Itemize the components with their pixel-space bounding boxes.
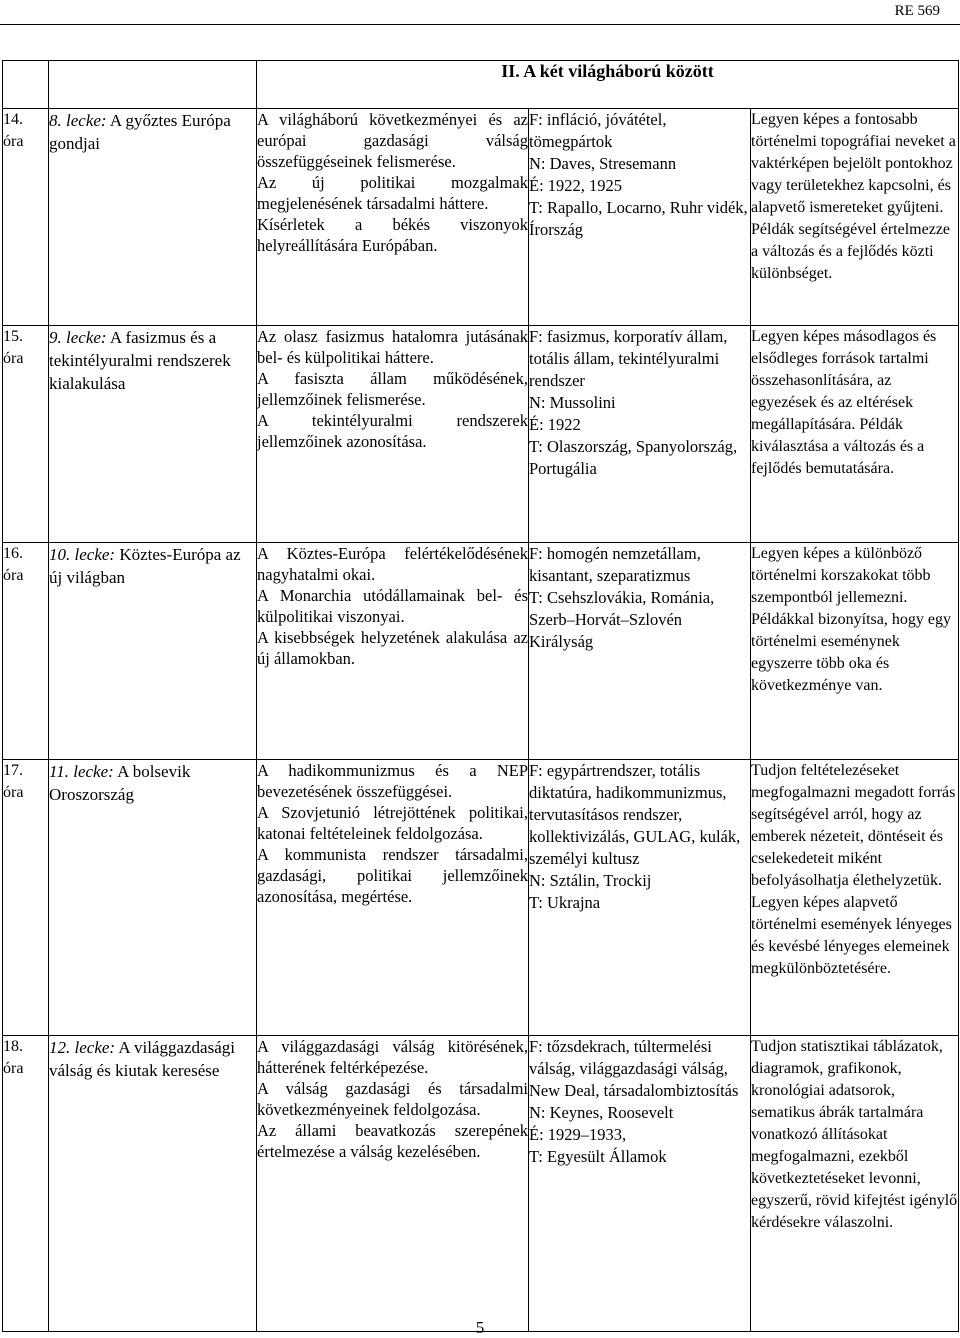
skills-text: Tudjon feltételezéseket megfogalmazni megadott forrás segítségével arról, hogy az emberek nézeteit, döntéseit és cselekedeteit miként befolyásolhatja élethelyzetük. Legyen képes alapvető történelmi események lényeges és kevésbé lényeges elemeinek megkülönböztetésére. xyxy=(751,762,956,977)
concepts-cell xyxy=(529,760,751,1036)
concepts-cell xyxy=(529,109,751,326)
concept-line: N: Daves, Stresemann xyxy=(529,154,677,173)
page-number: 5 xyxy=(475,1318,485,1337)
header-blank-cell xyxy=(49,61,257,109)
concept-line: N: Sztálin, Trockij xyxy=(529,871,652,890)
concept-line: T: Rapallo, Locarno, Ruhr vidék, Írország xyxy=(529,198,748,239)
lesson-number: 10. lecke: xyxy=(49,545,116,564)
table-row xyxy=(3,109,959,326)
hour-cell xyxy=(3,109,49,326)
lesson-number: 8. lecke: xyxy=(49,111,107,130)
concept-line: É: 1922, 1925 xyxy=(529,176,623,195)
skills-cell xyxy=(751,760,959,1036)
hour-label: óra xyxy=(3,133,24,150)
concept-line: É: 1929–1933, xyxy=(529,1125,627,1144)
hour-cell xyxy=(3,760,49,1036)
skills-text: Legyen képes a különböző történelmi korszakokat több szempontból jellemezni. Példákkal bizonyítsa, hogy egy történelmi eseménynek egyszerre több oka és következménye van. xyxy=(751,545,951,694)
skills-text: Legyen képes a fontosabb történelmi topográfiai neveket a vaktérképen bejelölt pontokhoz vagy területekhez kapcsolni, és alapvető ismereteket gyűjteni. Példák segítségével értelmezze a változás és a fejlődés közti különbséget. xyxy=(751,111,956,282)
hour-label: óra xyxy=(3,567,24,584)
table-row xyxy=(3,326,959,543)
lesson-cell xyxy=(49,543,257,760)
lesson-number: 12. lecke: xyxy=(49,1038,116,1057)
lesson-cell xyxy=(49,326,257,543)
goal-item: A kommunista rendszer társadalmi, gazdasági, politikai jellemzőinek azonosítása, megértése. xyxy=(257,845,528,906)
lesson-title: A világgazdasági válság és kiutak keresése xyxy=(49,1038,235,1080)
lesson-number: 11. lecke: xyxy=(49,762,114,781)
hour-label: óra xyxy=(3,1060,24,1077)
hour-number: 16. xyxy=(3,545,23,562)
concept-line: F: infláció, jóvátétel, tömegpártok xyxy=(529,110,667,151)
lesson-title: A fasizmus és a tekintélyuralmi rendszerek kialakulása xyxy=(49,328,231,393)
lesson-cell xyxy=(49,760,257,1036)
skills-cell xyxy=(751,109,959,326)
hour-cell xyxy=(3,543,49,760)
curriculum-table xyxy=(2,60,959,1332)
goals-cell xyxy=(257,326,529,543)
concepts-cell xyxy=(529,326,751,543)
hour-label: óra xyxy=(3,350,24,367)
concept-line: T: Olaszország, Spanyolország, Portugália xyxy=(529,437,738,478)
concept-line: N: Keynes, Roosevelt xyxy=(529,1103,674,1122)
goal-item: A tekintélyuralmi rendszerek jellemzőinek azonosítása. xyxy=(257,411,528,451)
goal-item: A világháború következményei és az európai gazdasági válság összefüggéseinek felismerése. xyxy=(257,110,528,171)
hour-number: 15. xyxy=(3,328,23,345)
concept-line: F: tőzsdekrach, túltermelési válság, világgazdasági válság, New Deal, társadalombiztosítás xyxy=(529,1037,739,1100)
goal-item: A fasiszta állam működésének, jellemzőinek felismerése. xyxy=(257,369,528,409)
hour-cell xyxy=(3,1036,49,1332)
goal-item: Az állami beavatkozás szerepének értelmezése a válság kezelésében. xyxy=(257,1121,528,1161)
goal-item: Kísérletek a békés viszonyok helyreállítására Európában. xyxy=(257,215,528,255)
concept-line: T: Ukrajna xyxy=(529,893,601,912)
goal-item: A Monarchia utódállamainak bel- és külpolitikai viszonyai. xyxy=(257,586,528,626)
goal-item: Az olasz fasizmus hatalomra jutásának bel- és külpolitikai háttere. xyxy=(257,327,528,367)
skills-cell xyxy=(751,1036,959,1332)
document-code: RE 569 xyxy=(894,3,940,19)
lesson-cell xyxy=(49,109,257,326)
hour-number: 14. xyxy=(3,111,23,128)
skills-text: Legyen képes másodlagos és elsődleges források tartalmi összehasonlítására, az egyezések és az eltérések megállapítására. Példák kiválasztása a változás és a fejlődés bemutatására. xyxy=(751,328,937,477)
lesson-title: A bolsevik Oroszország xyxy=(49,762,191,804)
header-rule xyxy=(0,24,960,25)
concept-line: F: homogén nemzetállam, kisantant, szeparatizmus xyxy=(529,544,701,585)
goal-item: A Szovjetunió létrejöttének politikai, katonai feltételeinek feldolgozása. xyxy=(257,803,528,843)
skills-cell xyxy=(751,326,959,543)
concepts-cell xyxy=(529,1036,751,1332)
concept-line: T: Csehszlovákia, Románia, Szerb–Horvát–Szlovén Királyság xyxy=(529,588,715,651)
table-row xyxy=(3,760,959,1036)
goal-item: A Köztes-Európa felértékelődésének nagyhatalmi okai. xyxy=(257,544,528,584)
table-row xyxy=(3,543,959,760)
hour-cell xyxy=(3,326,49,543)
goal-item: Az új politikai mozgalmak megjelenésének társadalmi háttere. xyxy=(257,173,528,213)
goal-item: A világgazdasági válság kitörésének, hátterének feltérképezése. xyxy=(257,1037,528,1077)
concept-line: F: fasizmus, korporatív állam, totális állam, tekintélyuralmi rendszer xyxy=(529,327,728,390)
section-title: II. A két világháború között xyxy=(257,61,959,109)
table-header-row xyxy=(3,61,959,109)
header-blank-cell xyxy=(3,61,49,109)
goal-item: A hadikommunizmus és a NEP bevezetésének összefüggései. xyxy=(257,761,528,801)
goals-cell xyxy=(257,109,529,326)
goal-item: A kisebbségek helyzetének alakulása az új államokban. xyxy=(257,628,528,668)
concepts-cell xyxy=(529,543,751,760)
hour-label: óra xyxy=(3,784,24,801)
goals-cell xyxy=(257,1036,529,1332)
lesson-cell xyxy=(49,1036,257,1332)
table-row xyxy=(3,1036,959,1332)
lesson-title: Köztes-Európa az új világban xyxy=(49,545,241,587)
lesson-title: A győztes Európa gondjai xyxy=(49,111,231,153)
concept-line: É: 1922 xyxy=(529,415,581,434)
lesson-number: 9. lecke: xyxy=(49,328,107,347)
hour-number: 17. xyxy=(3,762,23,779)
skills-cell xyxy=(751,543,959,760)
hour-number: 18. xyxy=(3,1038,23,1055)
concept-line: T: Egyesült Államok xyxy=(529,1147,667,1166)
goal-item: A válság gazdasági és társadalmi következményeinek feldolgozása. xyxy=(257,1079,528,1119)
goals-cell xyxy=(257,543,529,760)
concept-line: N: Mussolini xyxy=(529,393,616,412)
skills-text: Tudjon statisztikai táblázatok, diagramok, grafikonok, kronológiai adatsorok, sematikus ábrák tartalmára vonatkozó állításokat megfogalmazni, ezekből következtetéseket levonni, egyszerű, rövid kifejtést igénylő kérdésekre válaszolni. xyxy=(751,1038,958,1231)
goals-cell xyxy=(257,760,529,1036)
concept-line: F: egypártrendszer, totális diktatúra, hadikommunizmus, tervutasításos rendszer, kollektivizálás, GULAG, kulák, személyi kultusz xyxy=(529,761,741,868)
